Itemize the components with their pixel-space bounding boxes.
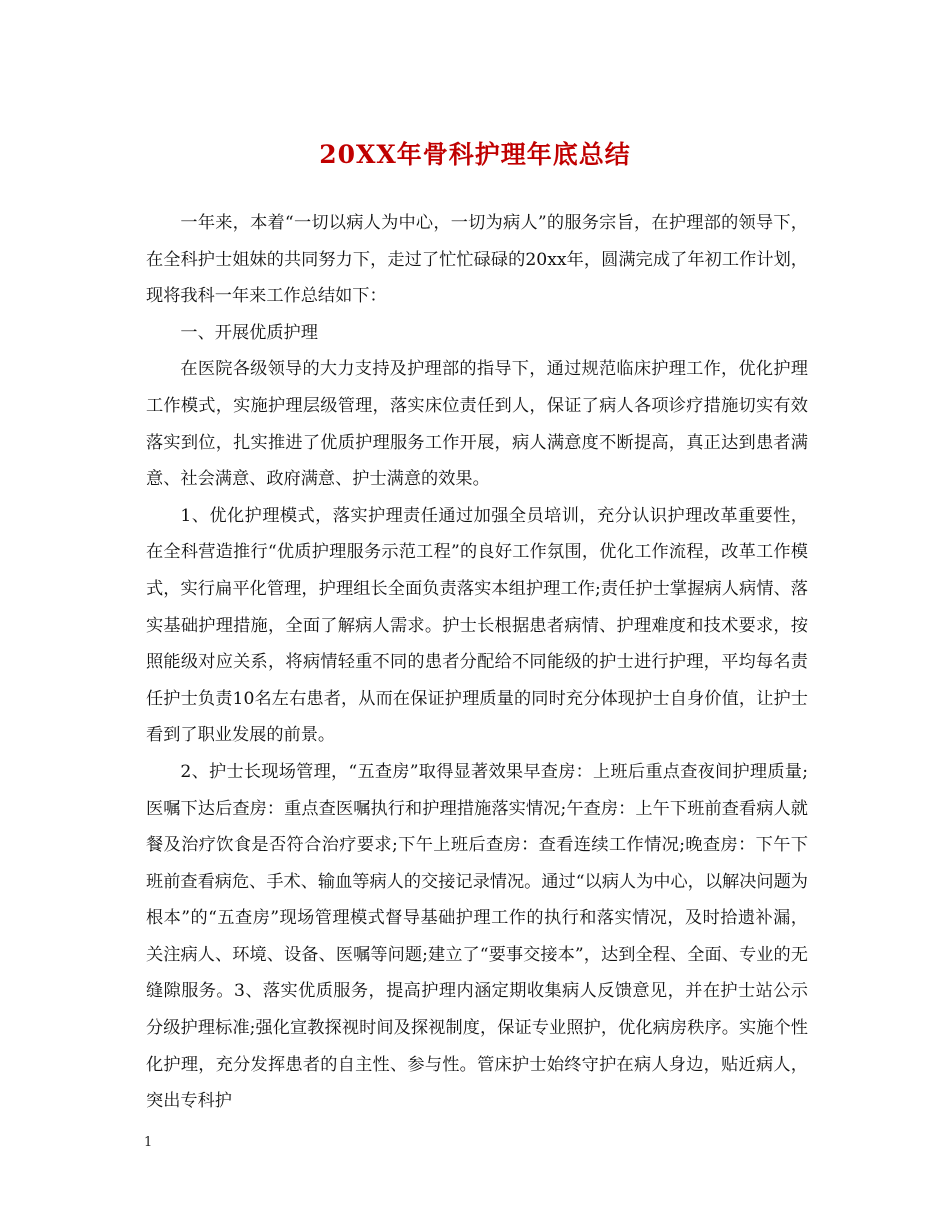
body-paragraph: 1、优化护理模式，落实护理责任通过加强全员培训，充分认识护理改革重要性，在全科营造推行“优质护理服务示范工程”的良好工作氛围，优化工作流程，改革工作模式，实行扁平化管理，护理组长全面负责落实本组护理工作;责任护士掌握病人病情、落实基础护理措施，全面了解病人需求。护士长根据患者病情、护理难度和技术要求，按照能级对应关系，将病情轻重不同的患者分配给不同能级的护士进行护理，平均每名责任护士负责10名左右患者，从而在保证护理质量的同时充分体现护士自身价值，让护士看到了职业发展的前景。 xyxy=(146,505,808,746)
page-number: 1 xyxy=(144,1135,153,1150)
intro-paragraph: 一年来，本着“一切以病人为中心，一切为病人”的服务宗旨，在护理部的领导下，在全科护士姐妹的共同努力下，走过了忙忙碌碌的20xx年，圆满完成了年初工作计划，现将我科一年来工作总结如下： xyxy=(146,213,808,307)
body-paragraph: 在医院各级领导的大力支持及护理部的指导下，通过规范临床护理工作，优化护理工作模式，实施护理层级管理，落实床位责任到人，保证了病人各项诊疗措施切实有效落实到位，扎实推进了优质护理服务工作开展，病人满意度不断提高，真正达到患者满意、社会满意、政府满意、护士满意的效果。 xyxy=(146,359,808,490)
section-heading: 一、开展优质护理 xyxy=(180,322,318,343)
document-body xyxy=(146,205,808,1120)
document-title: 20XX年骨科护理年底总结 xyxy=(319,140,631,169)
body-paragraph: 2、护士长现场管理，“五查房”取得显著效果早查房：上班后重点查夜间护理质量;医嘱下达后查房：重点查医嘱执行和护理措施落实情况;午查房：上午下班前查看病人就餐及治疗饮食是否符合治疗要求;下午上班后查房：查看连续工作情况;晚查房：下午下班前查看病危、手术、输血等病人的交接记录情况。通过“以病人为中心，以解决问题为根本”的“五查房”现场管理模式督导基础护理工作的执行和落实情况，及时拾遗补漏，关注病人、环境、设备、医嘱等问题;建立了“要事交接本”，达到全程、全面、专业的无缝隙服务。3、落实优质服务，提高护理内涵定期收集病人反馈意见，并在护士站公示分级护理标准;强化宣教探视时间及探视制度，保证专业照护，优化病房秩序。实施个性化护理，充分发挥患者的自主性、参与性。管床护士始终守护在病人身边，贴近病人，突出专科护 xyxy=(146,761,808,1112)
